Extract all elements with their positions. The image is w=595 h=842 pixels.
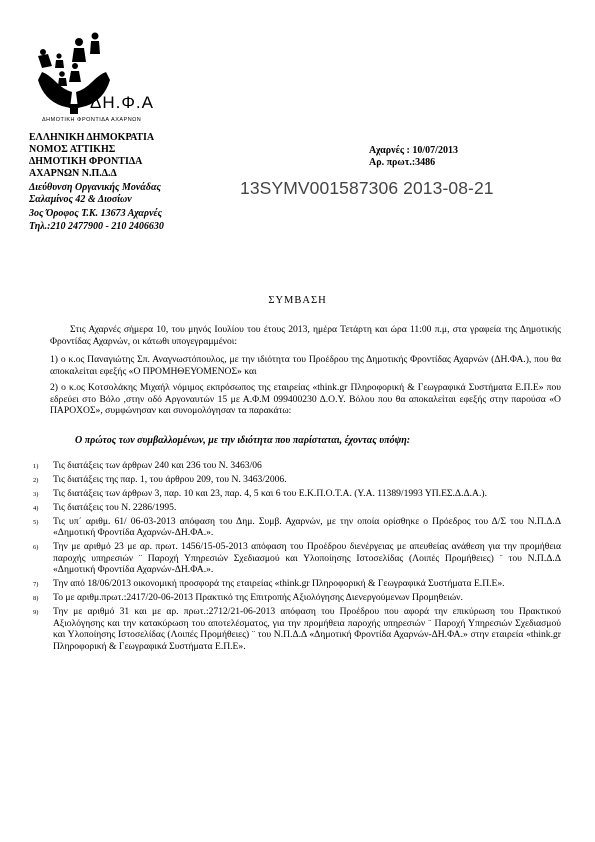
list-item-number: 1 ) xyxy=(33,461,38,473)
logo-graphic xyxy=(34,22,184,130)
header-department: Διεύθυνση Οργανικής Μονάδας xyxy=(29,182,161,193)
list-item xyxy=(33,474,561,486)
registry-stamp: 13SYMV001587306 2013-08-21 xyxy=(240,178,494,198)
header-prefecture: ΝΟΜΟΣ ΑΤΤΙΚΗΣ xyxy=(29,144,116,155)
list-item-text: Τις υπ΄ αριθμ. 61/ 06-03-2013 απόφαση του Δημ. Συμβ. Αχαρνών, με την οποία ορίσθηκε ο Πρόεδρος του Δ/Σ του Ν.Π.Δ.Δ «Δημοτική Φροντίδα Αχαρνών-ΔΗ.ΦΑ.». xyxy=(53,515,561,539)
considerations-list xyxy=(33,460,561,655)
list-item-number: 5 ) xyxy=(33,517,38,529)
list-item xyxy=(33,606,561,652)
party-one-paragraph: 1) ο κ.ος Παναγιώτης Σπ. Αναγνωστόπουλος, με την ιδιότητα του Προέδρου της Δημοτικής Φροντίδας Αχαρνών (ΔΗ.ΦΑ.), που θα αποκαλείται εφεξής «Ο ΠΡΟΜΗΘΕΥΟΜΕΝΟΣ» και xyxy=(50,354,561,377)
logo-text: ΔΗ.Φ.Α xyxy=(90,93,154,112)
list-item-number: 4 ) xyxy=(33,503,38,515)
intro-paragraph: Στις Αχαρνές σήμερα 10, του μηνός Ιουλίου του έτους 2013, ημέρα Τετάρτη και ώρα 11:00 π.μ, στα γραφεία της Δημοτικής Φροντίδας Αχαρνών, οι κάτωθι υπογεγραμμένοι: xyxy=(50,324,561,347)
header-organization: ΔΗΜΟΤΙΚΗ ΦΡΟΝΤΙΔΑ xyxy=(29,156,143,167)
list-item-text: Το με αριθμ.πρωτ.:2417/20-06-2013 Πρακτικό της Επιτροπής Αξιολόγησης Διενεργούμενων Προμηθειών. xyxy=(53,592,463,604)
header-floor-postcode: 3ος Όροφος Τ.Κ. 13673 Αχαρνές xyxy=(29,208,163,219)
party-two-paragraph: 2) ο κ.ος Κοτσολάκης Μιχαήλ νόμιμος εκπρόσωπος της εταιρείας «think.gr Πληροφορική & Γεωγραφικά Συστήματα Ε.Π.Ε» που εδρεύει στο Βόλο ,στην οδό Αργοναυτών 15 με Α.Φ.Μ 099400230 Δ.Ο.Υ. Βόλου που θα αποκαλείται εφεξής στην παρούσα «Ο ΠΑΡΟΧΟΣ», συμφώνησαν και συνομολόγησαν τα παρακάτω: xyxy=(50,382,561,417)
list-item-text: Την με αριθμό 31 και με αρ. πρωτ.:2712/21-06-2013 απόφαση του Προέδρου που αφορά την επικύρωση του Πρακτικού Αξιολόγησης και την κατακύρωση του αποτελέσματος, για την προμήθεια παροχής υπηρεσιών ¨ Παροχή Υπηρεσιών Σχεδιασμού και Υλοποίησης Ιστοσελίδας (Λοιπές Προμήθειες) ¨ του Ν.Π.Δ.Δ «Δημοτική Φροντίδα Αχαρνών-ΔΗ.ΦΑ.» στην εταιρεία «think.gr Πληροφορική & Γεωγραφικά Συστήματα Ε.Π.Ε». xyxy=(53,605,561,652)
list-item xyxy=(33,502,561,514)
header-phone: Τηλ.:210 2477900 - 210 2406630 xyxy=(29,221,164,232)
organization-logo xyxy=(34,22,184,130)
list-item-number: 7 ) xyxy=(33,579,38,591)
list-item-number: 2 ) xyxy=(33,475,38,487)
list-item xyxy=(33,516,561,539)
list-item-text: Τις διατάξεις του Ν. 2286/1995. xyxy=(53,501,177,513)
list-item-text: Τις διατάξεις των άρθρων 240 και 236 του Ν. 3463/06 xyxy=(53,460,262,471)
list-item-number: 6 ) xyxy=(33,542,38,554)
list-item xyxy=(33,578,561,590)
list-item xyxy=(33,460,561,472)
protocol-number: Αρ. πρωτ.:3486 xyxy=(369,157,436,168)
list-item-text: Την από 18/06/2013 οικονομική προσφορά της εταιρείας «think.gr Πληροφορική & Γεωγραφικά Συστήματα Ε.Π.Ε». xyxy=(53,578,505,590)
list-item-text: Τις διατάξεις της παρ. 1, του άρθρου 209, του Ν. 3463/2006. xyxy=(53,473,287,485)
document-title: ΣΥΜΒΑΣΗ xyxy=(268,295,327,306)
list-item xyxy=(33,592,561,604)
header-country: ΕΛΛΗΝΙΚΗ ΔΗΜΟΚΡΑΤΙΑ xyxy=(29,132,155,143)
list-item-text: Την με αριθμό 23 με αρ. πρωτ. 1456/15-05-2013 απόφαση του Προέδρου διενέργειας με απευθείας ανάθεση για την προμήθεια παροχής υπηρεσιών ¨ Παροχή Υπηρεσιών Σχεδιασμού και Υλοποίησης Ιστοσελίδας (Λοιπές Προμήθειες) ¨ του Ν.Π.Δ.Δ «Δημοτική Φροντίδα Αχαρνών-ΔΗ.ΦΑ.». xyxy=(53,541,561,576)
list-item-number: 9 ) xyxy=(33,607,38,619)
considerations-heading: Ο πρώτος των συμβαλλομένων, με την ιδιότητα που παρίσταται, έχοντας υπόψη: xyxy=(75,435,411,446)
document-date: Αχαρνές : 10/07/2013 xyxy=(369,145,458,156)
list-item xyxy=(33,541,561,576)
logo-subtext: ΔΗΜΟΤΙΚΗ ΦΡΟΝΤΙΔΑ ΑΧΑΡΝΩΝ xyxy=(42,117,142,123)
list-item-number: 3 ) xyxy=(33,489,38,501)
list-item xyxy=(33,488,561,500)
list-item-number: 8 ) xyxy=(33,593,38,605)
header-address: Σαλαμίνος 42 & Διοσίων xyxy=(29,194,132,205)
list-item-text: Τις διατάξεις των άρθρων 3, παρ. 10 και 23, παρ. 4, 5 και 6 του Ε.Κ.Π.Ο.Τ.Α. (Υ.Α. 11389/1993 ΥΠ.ΕΣ.Δ.Δ.Α.). xyxy=(53,487,487,499)
header-organization-2: ΑΧΑΡΝΩΝ Ν.Π.Δ.Δ xyxy=(29,168,117,179)
